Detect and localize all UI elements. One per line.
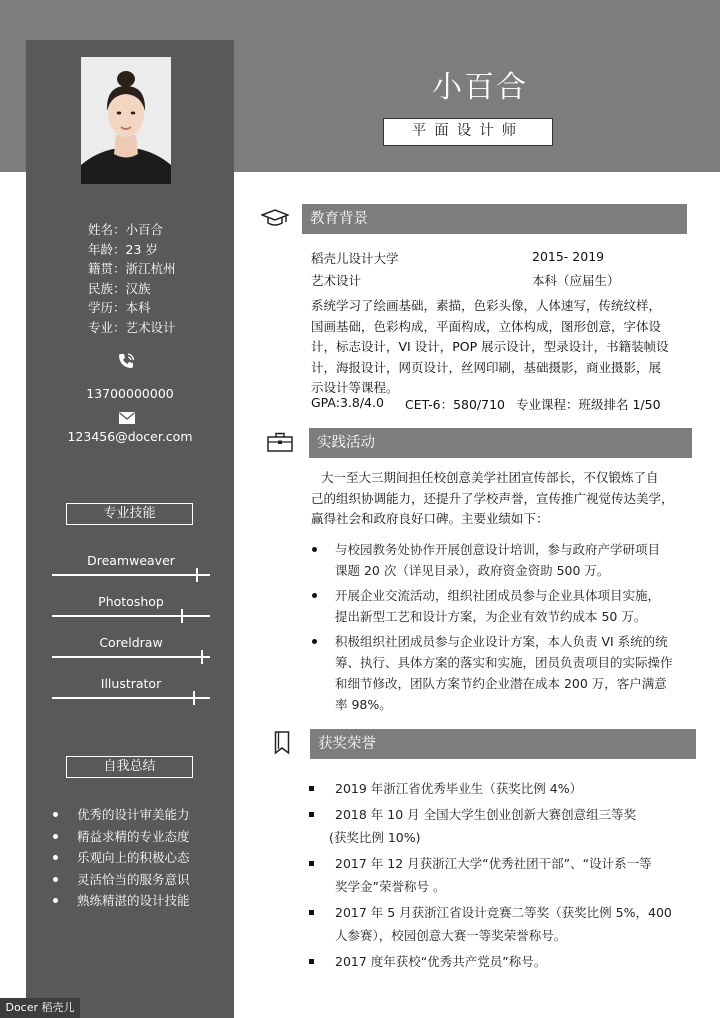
- section-header-awards: 获奖荣誉: [310, 729, 696, 759]
- info-row: 学历：本科: [88, 300, 151, 315]
- school-name: 稻壳儿设计大学: [311, 251, 399, 266]
- section-header-practice: 实践活动: [309, 428, 692, 458]
- skill-item: [52, 676, 210, 708]
- gpa: GPA:3.8/4.0: [311, 395, 384, 410]
- skill-name: Illustrator: [100, 676, 162, 691]
- skill-name: Coreldraw: [99, 635, 163, 650]
- info-row: 姓名：小百合: [88, 222, 164, 237]
- info-row: 籍贯：浙江杭州: [88, 261, 176, 276]
- email-address: 123456@docer.com: [67, 429, 193, 444]
- skill-name: Dreamweaver: [87, 553, 175, 568]
- info-row: 专业：艺术设计: [88, 319, 176, 335]
- watermark: Docer 稻壳儿: [0, 998, 80, 1018]
- skill-bar: [52, 615, 210, 617]
- briefcase-icon: [267, 432, 293, 456]
- section-header-education: 教育背景: [302, 204, 687, 234]
- sidebar: [26, 40, 234, 1018]
- skills-title: 专业技能: [66, 503, 193, 525]
- practice-intro: 大一至大三期间担任校创意美学社团宣传部长，不仅锻炼了自 己的组织协调能力，还提升了学校声誉，宣传推广视觉传达美学， 赢得社会和政府良好口碑。主要业绩如下：: [311, 470, 674, 526]
- list-item: 2019 年浙江省优秀毕业生（获奖比例 4%）: [309, 777, 672, 800]
- summary-list: [51, 804, 190, 912]
- awards-list: [309, 777, 672, 976]
- education-major: 艺术设计: [311, 273, 362, 288]
- info-row: 年龄：23 岁: [88, 241, 158, 257]
- list-item: 乐观向上的积极心态: [51, 847, 190, 869]
- education-degree: 本科（应届生）: [532, 273, 620, 288]
- skill-item: [52, 635, 210, 667]
- list-item: 积极组织社团成员参与企业设计方案，本人负责 VI 系统的统 筹、执行、具体方案的落实和实施，团员负责项目的实际操作 和细节修改，团队方案节约企业潜在成本 200 万，客户满意 率 98%。: [312, 631, 673, 715]
- person-name: 小百合: [432, 70, 528, 105]
- skill-item: [52, 594, 210, 626]
- list-item: 灵活恰当的服务意识: [51, 869, 190, 891]
- list-item: 2018 年 10 月 全国大学生创业创新大赛创意组三等奖 (获奖比例 10%): [309, 803, 672, 849]
- cet-score: CET-6：580/710: [405, 397, 506, 412]
- list-item: 2017 度年获校“优秀共产党员”称号。: [309, 950, 672, 973]
- skill-level-marker: [196, 568, 198, 582]
- skill-bar: [52, 697, 210, 699]
- skill-level-marker: [201, 650, 203, 664]
- list-item: 2017 年 5 月获浙江省设计竞赛二等奖（获奖比例 5%，400 人参赛），校园创意大赛一等奖荣誉称号。: [309, 901, 672, 947]
- phone-icon: [117, 352, 135, 370]
- skill-item: [52, 553, 210, 585]
- education-years: 2015- 2019: [532, 249, 605, 264]
- list-item: 精益求精的专业态度: [51, 826, 190, 848]
- list-item: 与校园教务处协作开展创意设计培训，参与政府产学研项目 课题 20 次（详见目录），政府资金资助 500 万。: [312, 539, 673, 581]
- summary-title: 自我总结: [66, 756, 193, 778]
- class-rank: 专业课程：班级排名 1/50: [516, 397, 661, 412]
- list-item: 开展企业交流活动，组织社团成员参与企业具体项目实施， 提出新型工艺和设计方案，为企业有效节约成本 50 万。: [312, 585, 673, 627]
- skill-bar: [52, 574, 210, 576]
- graduation-cap-icon: [261, 209, 289, 233]
- profile-photo: [81, 57, 171, 184]
- practice-list: [312, 539, 673, 719]
- job-title: 平面设计师: [383, 118, 553, 146]
- bookmark-icon: [274, 731, 290, 759]
- education-courses: 系统学习了绘画基础，素描，色彩头像，人体速写，传统纹样， 国画基础，色彩构成，平面构成，立体构成，图形创意，字体设 计，标志设计，VI 设计，POP 展示设计，型录设计，书籍装帧设 计，海报设计，网页设计，丝网印刷，基础摄影，商业摄影，展 示设计等课程。: [311, 298, 669, 395]
- mail-icon: [119, 409, 135, 421]
- list-item: 2017 年 12 月获浙江大学“优秀社团干部”、“设计系一等 奖学金”荣誉称号 。: [309, 852, 672, 898]
- personal-info: [88, 220, 176, 337]
- phone-number: 13700000000: [86, 386, 174, 401]
- list-item: 熟练精湛的设计技能: [51, 890, 190, 912]
- info-row: 民族：汉族: [88, 280, 151, 296]
- skill-name: Photoshop: [98, 594, 164, 609]
- skill-level-marker: [193, 691, 195, 705]
- list-item: 优秀的设计审美能力: [51, 804, 190, 826]
- skill-bar: [52, 656, 210, 658]
- skill-level-marker: [181, 609, 183, 623]
